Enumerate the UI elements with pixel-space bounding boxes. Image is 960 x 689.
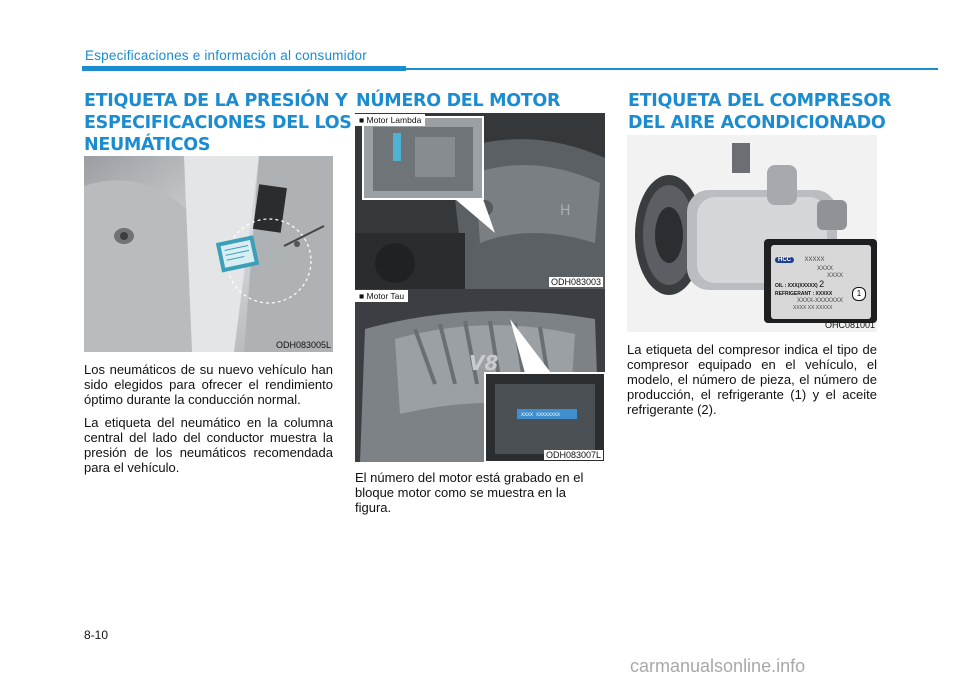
- header-accent-bar: [82, 66, 406, 71]
- tau-caption: ■ Motor Tau: [355, 290, 408, 302]
- tire-label-text: [84, 362, 333, 483]
- paragraph: La etiqueta del compresor indica el tipo de compresor equipado en el vehículo, el modelo, el número de pieza, el número de producción, el refrigerante (1) y el aceite refrigerante (2).: [627, 342, 877, 417]
- compressor-text: [627, 342, 877, 425]
- paragraph: La etiqueta del neumático en la columna central del lado del conductor muestra la presión de los neumáticos recomendada para el vehículo.: [84, 415, 333, 475]
- lambda-engine-illustration: [355, 113, 605, 289]
- tau-engine-illustration: [355, 289, 605, 462]
- heading-line: NEUMÁTICOS: [84, 135, 211, 155]
- heading-line: ESPECIFICACIONES DEL LOS: [84, 113, 352, 133]
- lambda-engine-photo: [355, 113, 605, 289]
- heading-line: ETIQUETA DEL COMPRESOR: [628, 91, 892, 111]
- svg-text:H: H: [560, 203, 571, 219]
- photo-code: ODH083003: [550, 277, 601, 287]
- label-line: XXXX XX XXXXX: [793, 305, 833, 311]
- tire-label-photo: [84, 156, 333, 352]
- header-rule: [406, 68, 938, 70]
- compressor-label: [775, 248, 869, 312]
- tire-label-heading: [84, 90, 352, 156]
- heading-line: ETIQUETA DE LA PRESIÓN Y: [84, 91, 348, 111]
- refrigerant-line: REFRIGERANT : XXXXX: [775, 291, 833, 297]
- tau-engine-photo: [355, 289, 605, 462]
- page-number: 8-10: [84, 628, 109, 642]
- photo-code: ODH083007L: [545, 450, 601, 460]
- label-line: XXXX: [827, 273, 844, 279]
- callout-2: 2: [819, 279, 825, 289]
- label-line: XXXX-XXXXXXX: [797, 298, 844, 304]
- label-line: XXXXX: [804, 257, 825, 263]
- compressor-photo: [627, 135, 877, 332]
- paragraph: Los neumáticos de su nuevo vehículo han sido elegidos para ofrecer el rendimiento óptimo durante la conducción normal.: [84, 362, 333, 407]
- v8-badge: V8: [469, 351, 499, 375]
- section-header-title: Especificaciones e información al consumidor: [85, 48, 367, 63]
- paragraph: El número del motor está grabado en el bloque motor como se muestra en la figura.: [355, 470, 584, 515]
- watermark: carmanualsonline.info: [630, 656, 806, 676]
- label-line: XXXX: [817, 266, 834, 272]
- lambda-caption: ■ Motor Lambda: [355, 114, 425, 126]
- door-pillar-illustration: [84, 156, 333, 352]
- engine-number-heading: NÚMERO DEL MOTOR: [356, 91, 561, 111]
- callout-1: 1: [852, 287, 866, 301]
- photo-code: ODH083005L: [275, 340, 331, 350]
- heading-line: DEL AIRE ACONDICIONADO: [628, 113, 886, 133]
- photo-code: OHC081001: [824, 320, 875, 330]
- engine-number-text: [355, 470, 605, 523]
- ac-compressor-heading: [628, 90, 891, 134]
- engine-number-sample: XXXX XXXXXXXX: [521, 412, 561, 418]
- hcc-logo: HCC: [775, 257, 794, 263]
- oil-text: OIL : XXX(XXXXX): [775, 283, 818, 289]
